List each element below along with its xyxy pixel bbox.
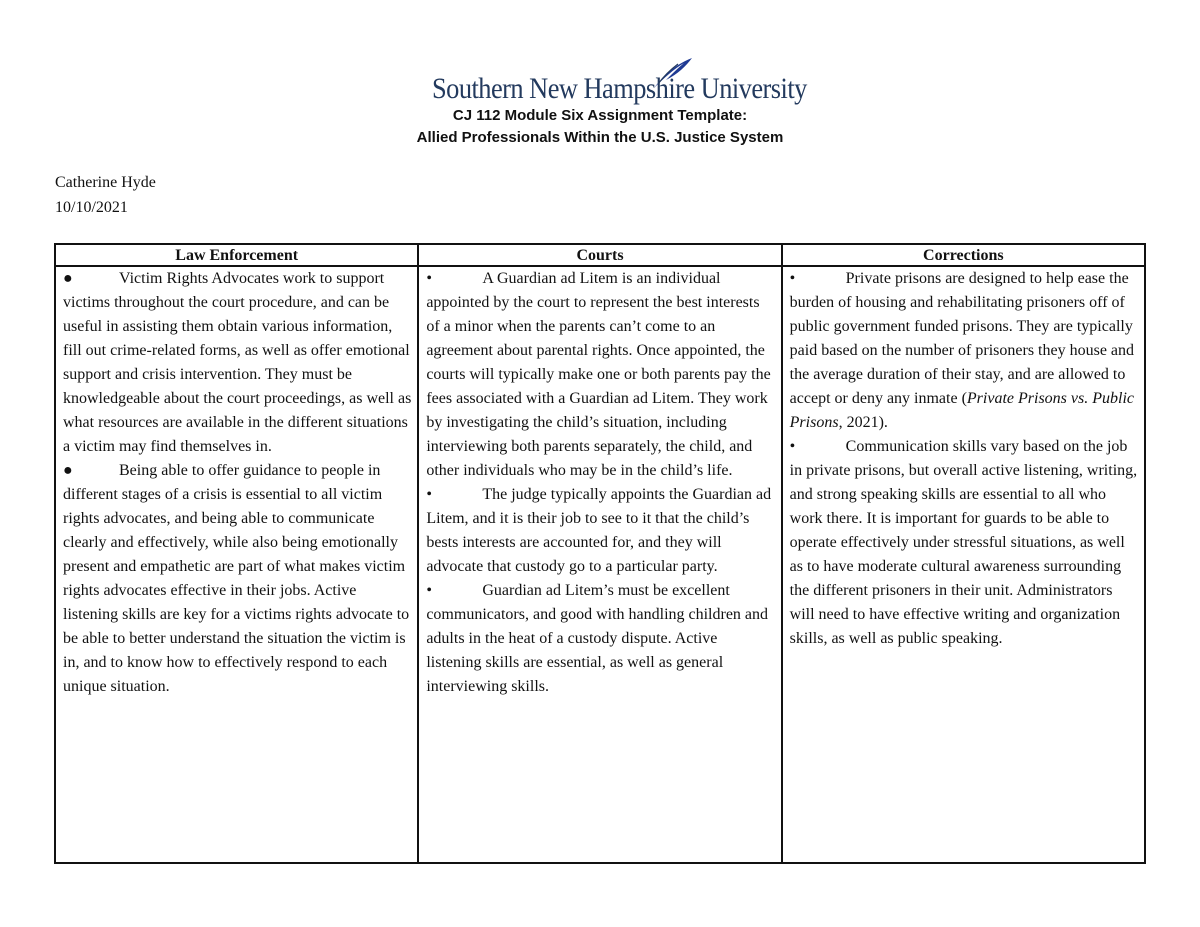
bullet-icon: • [426,270,432,287]
university-logo [432,62,807,105]
header-courts: Courts [418,244,781,266]
list-item [426,483,774,579]
document-subtitle: Allied Professionals Within the U.S. Justice System [416,129,784,146]
author-name: Catherine Hyde [55,174,156,191]
citation-title: Private Prisons vs. Public Prisons [789,390,1134,431]
list-item [426,579,774,699]
cell-corrections [782,266,1145,863]
document-title: CJ 112 Module Six Assignment Template: [452,107,748,124]
item-text: Communication skills vary based on the job in private prisons, but overall active listening, writing, and strong speaking skills are essential to all who work there. It is important for guards to be able to operate effectively under stressful situations, as well as to have moderate cultural awareness surrounding the different prisoners in their unit. Administrators will need to have effective writing and organization skills, as well as public speaking. [789,438,1138,647]
professionals-table [54,243,1146,864]
list-item [63,459,411,699]
item-text: Guardian ad Litem’s must be excellent communicators, and good with handling children and adults in the heat of a custody dispute. Active listening skills are essential, as well as general interviewing skills. [426,582,769,695]
bullet-icon: • [789,270,796,287]
bullet-icon: ● [63,462,73,479]
item-text: A Guardian ad Litem is an individual appointed by the court to represent the best interests of a minor when the parents can’t come to an agreement about parental rights. Once appointed, the courts will typically make one or both parents pay the fees associated with a Guardian ad Litem. They work by investigating the child’s situation, including interviewing both parents separately, the child, and other individuals who may be in the child’s life. [426,270,771,479]
bullet-icon: • [789,438,796,455]
item-text: Victim Rights Advocates work to support victims throughout the court procedure, and can be useful in assisting them obtain various information, fill out crime-related forms, as well as offer emotional support and crisis intervention. They must be knowledgeable about the court proceedings, as well as what resources are available in the different situations a victim may find themselves in. [63,270,412,455]
item-text: Private prisons are designed to help ease the burden of housing and rehabilitating prisoners off of public government funded prisons. They are typically paid based on the number of prisoners they house and the average duration of their stay, and are allowed to accept or deny any inmate ( [789,270,1135,407]
document-date: 10/10/2021 [55,199,128,216]
cell-law-enforcement [55,266,418,863]
cell-courts [418,266,781,863]
list-item [790,435,1138,651]
table-header-row [55,244,1145,266]
logo-text: Southern New Hampshire University [432,72,807,105]
list-item [790,267,1138,435]
header-law-enforcement: Law Enforcement [55,244,418,266]
quill-feather-icon [648,54,696,94]
bullet-icon: • [426,582,432,599]
item-text: Being able to offer guidance to people in different stages of a crisis is essential to all victim rights advocates, and being able to communicate clearly and effectively, while also being emotionally present and empathetic are part of what makes victim rights advocates effective in their jobs. Active listening skills are key for a victims rights advocate to be able to better understand the situation the victim is in, and to know how to effectively respond to each unique situation. [63,462,410,695]
list-item [63,267,411,459]
item-text: The judge typically appoints the Guardian ad Litem, and it is their job to see to it that the child’s bests interests are accounted for, and they will advocate that custody go to a particular party. [426,486,772,575]
list-item [426,267,774,483]
citation-year: , 2021). [838,414,888,431]
table-row [55,266,1145,863]
header-corrections: Corrections [782,244,1145,266]
bullet-icon: • [426,486,432,503]
bullet-icon: ● [63,270,73,287]
